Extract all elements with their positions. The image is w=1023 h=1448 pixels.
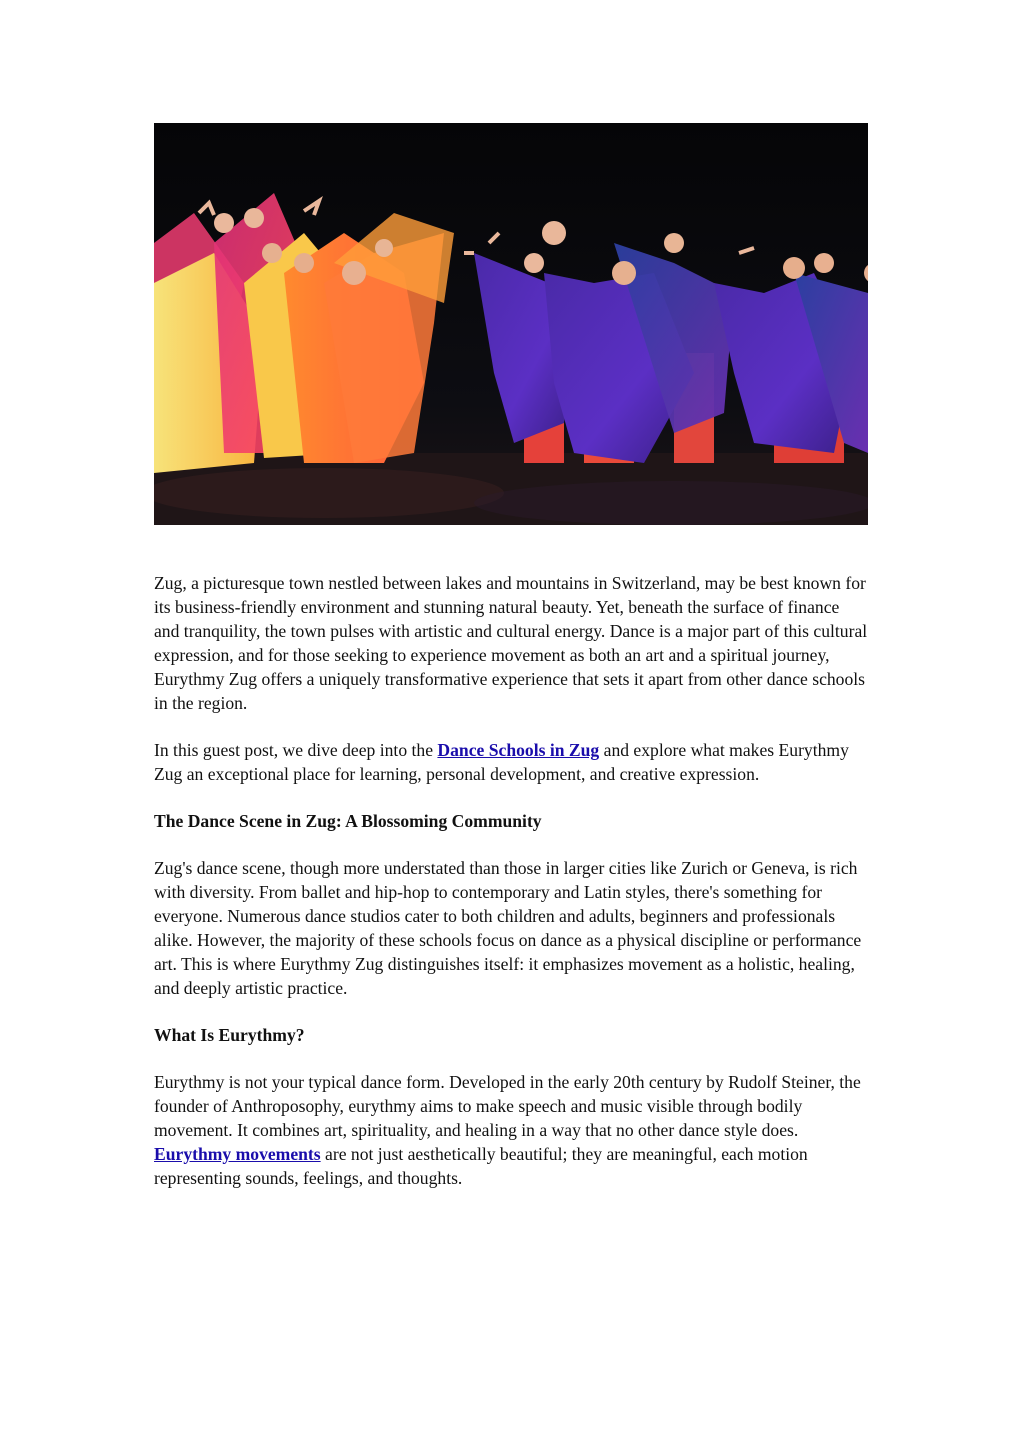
guest-post-text-before: In this guest post, we dive deep into the bbox=[154, 740, 438, 760]
section-heading-what-is-eurythmy: What Is Eurythmy? bbox=[154, 1025, 305, 1045]
guest-post-text-after: and explore what makes Eurythmy Zug an exceptional place for learning, personal development, and creative expression. bbox=[154, 740, 849, 784]
eurythmy-text-before: Eurythmy is not your typical dance form. Developed in the early 20th century by Rudolf Steiner, the founder of Anthroposophy, eurythmy aims to make speech and music visible through bodily movement. It combines art, spirituality, and healing in a way that no other dance style does. bbox=[154, 1072, 861, 1140]
eurythmy-movements-link[interactable]: Eurythmy movements bbox=[154, 1144, 321, 1164]
section-heading-dance-scene: The Dance Scene in Zug: A Blossoming Community bbox=[154, 811, 542, 831]
intro-paragraph: Zug, a picturesque town nestled between lakes and mountains in Switzerland, may be best known for its business-friendly environment and stunning natural beauty. Yet, beneath the surface of finance and tranquility, the town pulses with artistic and cultural energy. Dance is a major part of this cultural expression, and for those seeking to experience movement as both an art and a spiritual journey, Eurythmy Zug offers a uniquely transformative experience that sets it apart from other dance schools in the region. bbox=[154, 573, 868, 713]
guest-post-paragraph bbox=[154, 738, 868, 786]
hero-image bbox=[154, 123, 868, 525]
eurythmy-text-after: are not just aesthetically beautiful; they are meaningful, each motion representing sounds, feelings, and thoughts. bbox=[154, 1144, 808, 1188]
dance-scene-paragraph: Zug's dance scene, though more understated than those in larger cities like Zurich or Geneva, is rich with diversity. From ballet and hip-hop to contemporary and Latin styles, there's something for everyone. Numerous dance studios cater to both children and adults, beginners and professionals alike. However, the majority of these schools focus on dance as a physical discipline or performance art. This is where Eurythmy Zug distinguishes itself: it emphasizes movement as a holistic, healing, and deeply artistic practice. bbox=[154, 858, 862, 998]
dance-schools-link[interactable]: Dance Schools in Zug bbox=[437, 740, 600, 760]
eurythmy-paragraph bbox=[154, 1070, 868, 1190]
article-body bbox=[154, 571, 868, 1213]
